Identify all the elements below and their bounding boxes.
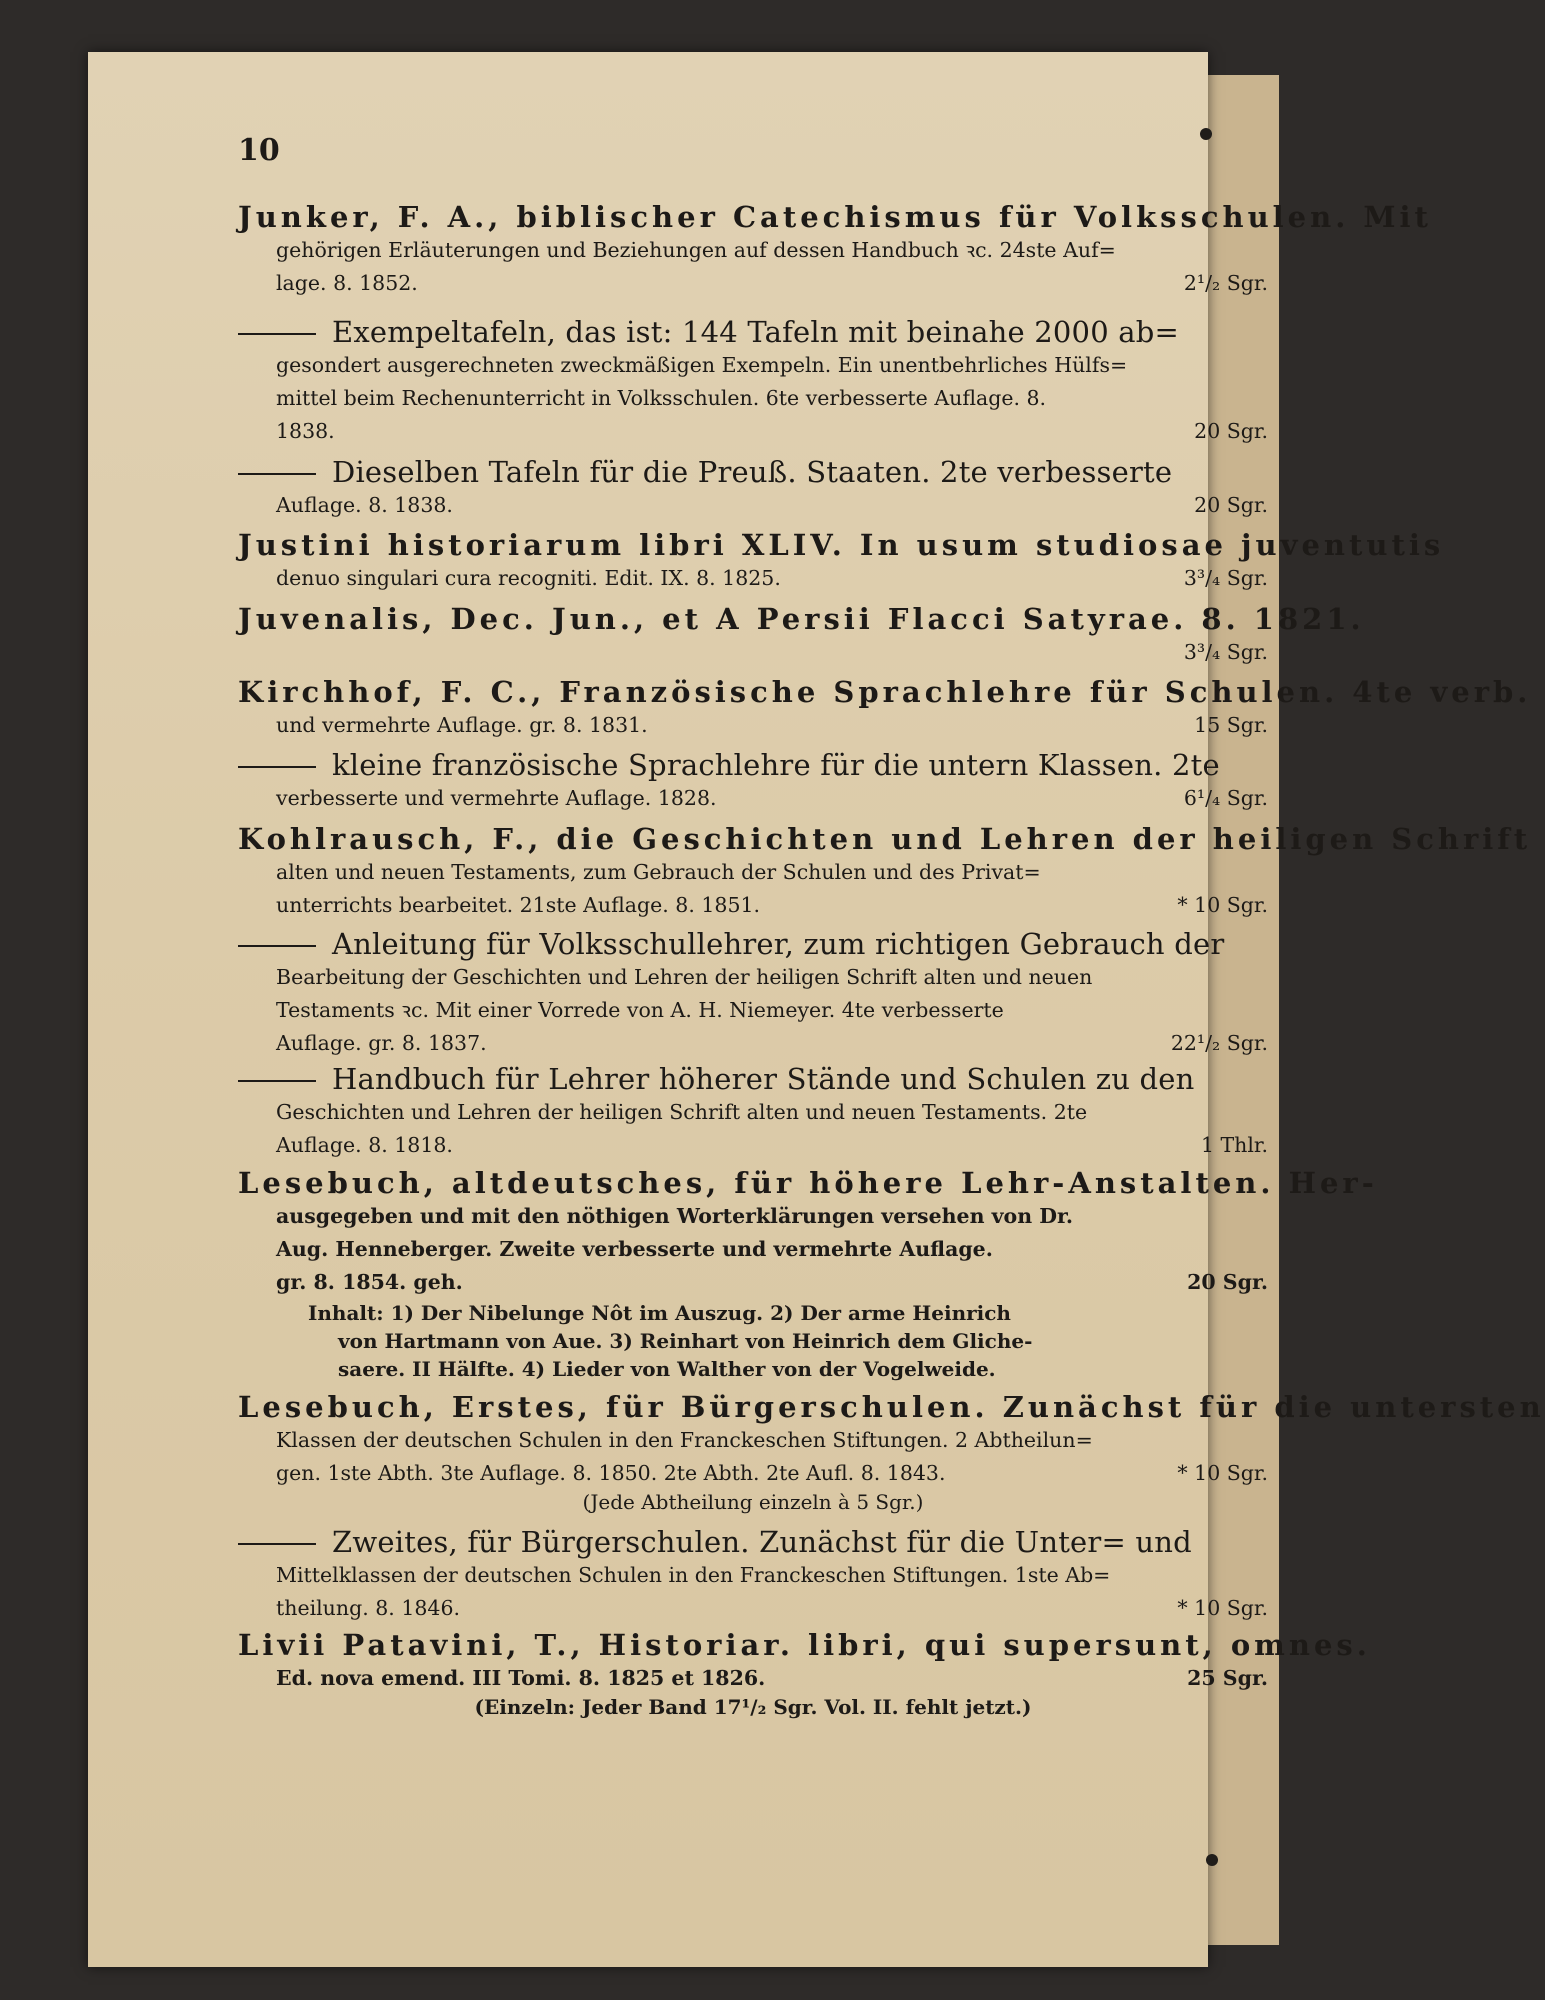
entry-detail-line: 1838. 20 Sgr. — [238, 415, 1268, 448]
entry-detail-line: gesondert ausgerechneten zweckmäßigen Exempeln. Ein unentbehrliches Hülfs= — [276, 353, 1128, 377]
entry-detail-line: Auflage. gr. 8. 1837. 22¹/₂ Sgr. — [238, 1027, 1268, 1060]
entry-title-line: Lesebuch, altdeutsches, für höhere Lehr-Anstalten. Her- — [238, 1166, 1378, 1200]
catalog-entry — [238, 927, 1268, 1060]
entry-price: 20 Sgr. — [1194, 493, 1268, 517]
entry-price: * 10 Sgr. — [1177, 893, 1268, 917]
entry-price: 25 Sgr. — [1187, 1666, 1268, 1690]
catalog-entry — [238, 1628, 1371, 1719]
entry-price: 15 Sgr. — [1194, 713, 1268, 737]
entry-title-line: Exempeltafeln, das ist: 144 Tafeln mit beinahe 2000 ab= — [238, 315, 1268, 349]
entry-detail-line: gr. 8. 1854. geh. 20 Sgr. — [238, 1266, 1268, 1299]
entry-title-line: Dieselben Tafeln für die Preuß. Staaten. 2te verbesserte — [238, 455, 1268, 489]
entry-detail-line: Ed. nova emend. III Tomi. 8. 1825 et 1826. 25 Sgr. — [238, 1662, 1268, 1695]
contents-note: Inhalt: 1) Der Nibelunge Nôt im Auszug. 2) Der arme Heinrich — [308, 1301, 1011, 1325]
page-content — [150, 0, 1545, 2000]
entry-detail-line: Bearbeitung der Geschichten und Lehren der heiligen Schrift alten und neuen — [276, 965, 1093, 989]
entry-detail-line: ausgegeben und mit den nöthigen Worterklärungen versehen von Dr. — [276, 1204, 1074, 1228]
entry-title-line: Lesebuch, Erstes, für Bürgerschulen. Zunächst für die untersten — [238, 1390, 1545, 1424]
entry-title-line: Kohlrausch, F., die Geschichten und Lehren der heiligen Schrift — [238, 822, 1532, 856]
entry-title-line: Zweites, für Bürgerschulen. Zunächst für die Unter= und — [238, 1525, 1268, 1559]
entry-detail-line: Klassen der deutschen Schulen in den Franckeschen Stiftungen. 2 Abtheilun= — [276, 1428, 1093, 1452]
entry-price: 6¹/₄ Sgr. — [1183, 786, 1268, 810]
entry-detail-line — [238, 636, 1268, 669]
ditto-dash — [238, 945, 316, 947]
entry-detail-line: Auflage. 8. 1818. 1 Thlr. — [238, 1129, 1268, 1162]
catalog-entry — [238, 1390, 1545, 1514]
entry-price: 3³/₄ Sgr. — [1183, 566, 1268, 590]
entry-note: (Einzeln: Jeder Band 17¹/₂ Sgr. Vol. II. fehlt jetzt.) — [474, 1695, 1032, 1719]
entry-detail-line: denuo singulari cura recogniti. Edit. IX. 8. 1825. 3³/₄ Sgr. — [238, 562, 1268, 595]
entry-detail-line: gehörigen Erläuterungen und Beziehungen auf dessen Handbuch ꝛc. 24ste Auf= — [276, 238, 1116, 262]
entry-title-line: Junker, F. A., biblischer Catechismus für Volksschulen. Mit — [238, 200, 1432, 234]
entry-title-line: Kirchhof, F. C., Französische Sprachlehre für Schulen. 4te verb. — [238, 675, 1532, 709]
entry-title-line: Anleitung für Volksschullehrer, zum richtigen Gebrauch der — [238, 927, 1268, 961]
catalog-entry — [238, 1166, 1378, 1383]
entry-detail-line: Geschichten und Lehren der heiligen Schrift alten und neuen Testaments. 2te — [276, 1100, 1088, 1124]
entry-detail-line: theilung. 8. 1846. * 10 Sgr. — [238, 1592, 1268, 1625]
ditto-dash — [238, 1080, 316, 1082]
entry-price: 20 Sgr. — [1187, 1270, 1268, 1294]
entry-price: * 10 Sgr. — [1177, 1596, 1268, 1620]
entry-price: 20 Sgr. — [1194, 419, 1268, 443]
entry-title-line: Livii Patavini, T., Historiar. libri, qui supersunt, omnes. — [238, 1628, 1371, 1662]
entry-detail-line: unterrichts bearbeitet. 21ste Auflage. 8. 1851. * 10 Sgr. — [238, 889, 1268, 922]
ditto-dash — [238, 1543, 316, 1545]
entry-detail-line: mittel beim Rechenunterricht in Volksschulen. 6te verbesserte Auflage. 8. — [276, 386, 1047, 410]
entry-detail-line: alten und neuen Testaments, zum Gebrauch der Schulen und des Privat= — [276, 860, 1041, 884]
ditto-dash — [238, 333, 316, 335]
entry-detail-line: Aug. Henneberger. Zweite verbesserte und vermehrte Auflage. — [276, 1237, 993, 1261]
catalog-entry — [238, 1525, 1268, 1625]
catalog-entry — [238, 315, 1268, 448]
ditto-dash — [238, 473, 316, 475]
entry-detail-line: und vermehrte Auflage. gr. 8. 1831. 15 Sgr. — [238, 709, 1268, 742]
entry-detail-line: Auflage. 8. 1838. 20 Sgr. — [238, 489, 1268, 522]
entry-detail-line: Mittelklassen der deutschen Schulen in den Franckeschen Stiftungen. 1ste Ab= — [276, 1563, 1111, 1587]
catalog-entry — [238, 602, 1365, 669]
catalog-entry — [238, 1062, 1268, 1162]
entry-detail-line: gen. 1ste Abth. 3te Auflage. 8. 1850. 2te Abth. 2te Aufl. 8. 1843. * 10 Sgr. — [238, 1457, 1268, 1490]
catalog-entry — [238, 528, 1445, 595]
ditto-dash — [238, 766, 316, 768]
entry-title-line: Justini historiarum libri XLIV. In usum studiosae juventutis — [238, 528, 1445, 562]
entry-price: 2¹/₂ Sgr. — [1183, 271, 1268, 295]
entry-title-line: Juvenalis, Dec. Jun., et A Persii Flacci Satyrae. 8. 1821. — [238, 602, 1365, 636]
contents-note: saere. II Hälfte. 4) Lieder von Walther von der Vogelweide. — [338, 1357, 996, 1381]
entry-title-line: kleine französische Sprachlehre für die untern Klassen. 2te — [238, 748, 1268, 782]
entry-detail-line: lage. 8. 1852. 2¹/₂ Sgr. — [238, 267, 1268, 300]
catalog-entry — [238, 455, 1268, 522]
entry-detail-line: Testaments ꝛc. Mit einer Vorrede von A. H. Niemeyer. 4te verbesserte — [276, 998, 1004, 1022]
contents-note: von Hartmann von Aue. 3) Reinhart von Heinrich dem Gliche- — [338, 1329, 1033, 1353]
catalog-entry — [238, 200, 1432, 300]
page-number: 10 — [238, 133, 280, 168]
entry-note: (Jede Abtheilung einzeln à 5 Sgr.) — [582, 1490, 924, 1514]
entry-title-line: Handbuch für Lehrer höherer Stände und Schulen zu den — [238, 1062, 1268, 1096]
entry-price: 3³/₄ Sgr. — [1183, 640, 1268, 664]
entry-detail-line: verbesserte und vermehrte Auflage. 1828. 6¹/₄ Sgr. — [238, 782, 1268, 815]
catalog-entry — [238, 822, 1532, 922]
entry-price: 22¹/₂ Sgr. — [1170, 1031, 1268, 1055]
entry-price: 1 Thlr. — [1200, 1133, 1268, 1157]
catalog-entry — [238, 675, 1532, 742]
entry-price: * 10 Sgr. — [1177, 1461, 1268, 1485]
catalog-entry — [238, 748, 1268, 815]
